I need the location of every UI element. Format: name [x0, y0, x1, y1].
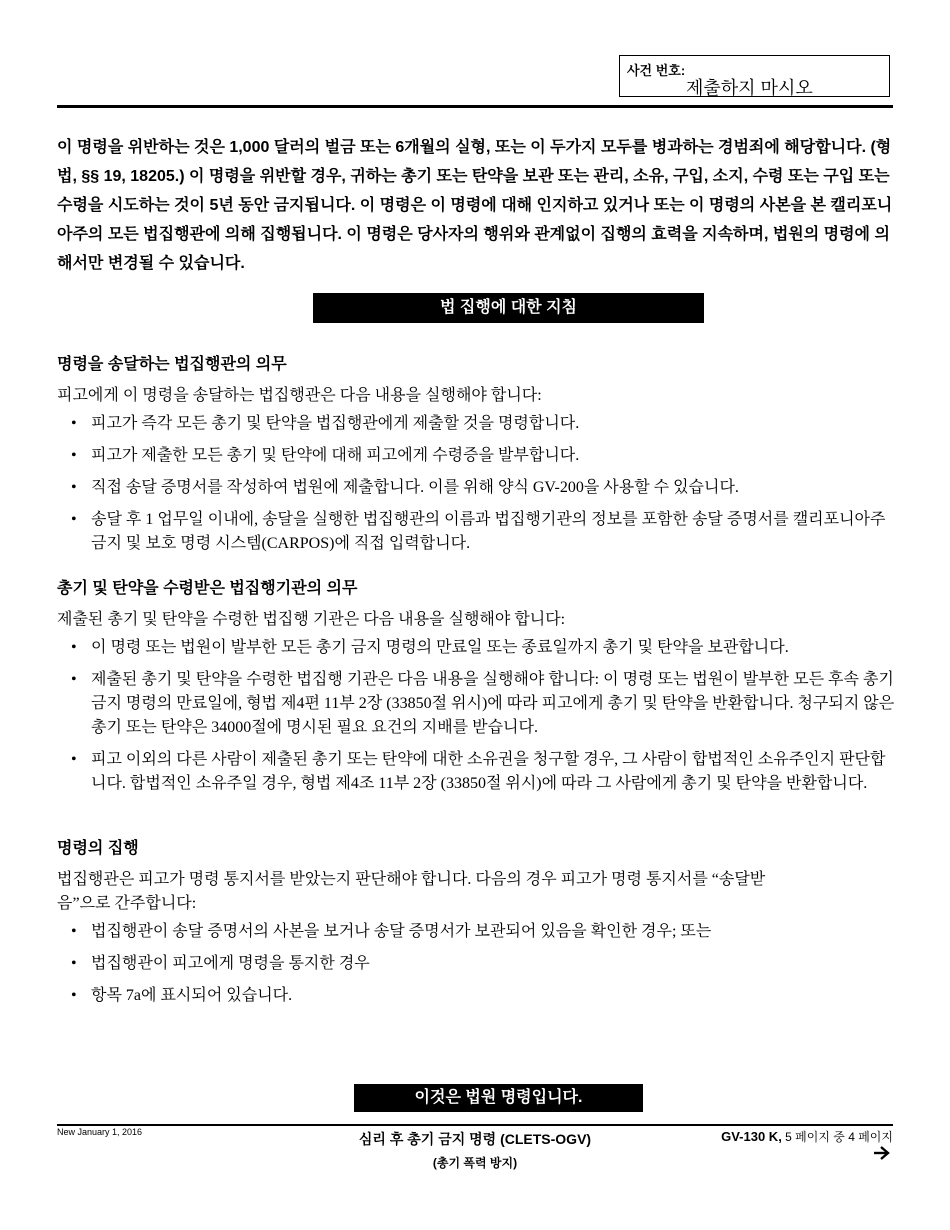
list-item: • 항목 7a에 표시되어 있습니다. [57, 984, 897, 1008]
list-item: • 피고가 즉각 모든 총기 및 탄약을 법집행관에게 제출할 것을 명령합니다. [57, 412, 897, 436]
instructions-banner: 법 집행에 대한 지침 [313, 293, 704, 323]
footer-date: New January 1, 2016 [57, 1127, 143, 1137]
bullet-list [57, 920, 897, 1008]
bullet-list [57, 412, 897, 556]
section-receiving-agency-duties [57, 578, 897, 804]
list-item: • 법집행관이 송달 증명서의 사본을 보거나 송달 증명서가 보관되어 있음을 확인한 경우; 또는 [57, 920, 897, 944]
form-number: GV-130 K, [721, 1129, 782, 1144]
warning-paragraph: 이 명령을 위반하는 것은 1,000 달러의 벌금 또는 6개월의 실형, 또는 이 두가지 모두를 병과하는 경범죄에 해당합니다. (형법, §§ 19, 18205.) 이 명령을 위반할 경우, 귀하는 총기 또는 탄약을 보관 또는 관리, 소유, 구입, 소지, 수령 또는 구입 또는 수령을 시도하는 것이 5년 동안 금지됩니다. 이 명령은 이 명령에 대해 인지하고 있거나 또는 이 명령의 사본을 본 캘리포니아주의 모든 법집행관에 의해 집행됩니다. 이 명령은 당사자의 행위와 관계없이 집행의 효력을 지속하며, 법원의 명령에 의해서만 변경될 수 있습니다. [57, 139, 893, 272]
list-item: • 직접 송달 증명서를 작성하여 법원에 제출합니다. 이를 위해 양식 GV-200을 사용할 수 있습니다. [57, 476, 897, 500]
footer-divider [57, 1124, 893, 1126]
section-intro: 제출된 총기 및 탄약을 수령한 법집행 기관은 다음 내용을 실행해야 합니다: [57, 611, 566, 628]
bullet-icon: • [71, 955, 77, 972]
bullet-icon: • [71, 639, 77, 656]
list-item: • 송달 후 1 업무일 이내에, 송달을 실행한 법집행관의 이름과 법집행기관의 정보를 포함한 송달 증명서를 캘리포니아주 금지 및 보호 명령 시스템(CARPOS)에 직접 입력합니다. [57, 508, 897, 556]
bullet-icon: • [71, 987, 77, 1004]
section-heading: 명령을 송달하는 법집행관의 의무 [57, 356, 287, 373]
page-info: 5 페이지 중 4 페이지 [785, 1130, 893, 1144]
section-heading: 총기 및 탄약을 수령받은 법집행기관의 의무 [57, 580, 358, 597]
footer-subtitle: (총기 폭력 방지) [432, 1156, 518, 1170]
footer-form-info [721, 1128, 893, 1145]
list-item: • 피고가 제출한 모든 총기 및 탄약에 대해 피고에게 수령증을 발부합니다. [57, 444, 897, 468]
section-order-enforcement [57, 838, 897, 1016]
section-intro: 법집행관은 피고가 명령 통지서를 받았는지 판단해야 합니다. 다음의 경우 피고가 명령 통지서를 “송달받음”으로 간주합니다: [57, 871, 766, 912]
arrow-right-icon [872, 1141, 892, 1165]
section-heading: 명령의 집행 [57, 840, 139, 857]
bullet-icon: • [71, 511, 77, 528]
bullet-list [57, 636, 897, 796]
bullet-icon: • [71, 923, 77, 940]
list-item: • 제출된 총기 및 탄약을 수령한 법집행 기관은 다음 내용을 실행해야 합니다: 이 명령 또는 법원이 발부한 모든 후속 총기 금지 명령의 만료일에, 형법 제4편 11부 2장 (33850절 위시)에 따라 피고에게 총기 및 탄약을 반환합니다. 청구되지 않은 총기 또는 탄약은 34000절에 명시된 필요 요건의 지배를 받습니다. [57, 668, 897, 740]
case-number-label: 사건 번호: [627, 63, 686, 78]
bullet-icon: • [71, 415, 77, 432]
bullet-icon: • [71, 671, 77, 688]
list-item: • 피고 이외의 다른 사람이 제출된 총기 또는 탄약에 대한 소유권을 청구할 경우, 그 사람이 합법적인 소유주인지 판단합니다. 합법적인 소유주일 경우, 형법 제4조 11부 2장 (33850절 위시)에 따라 그 사람에게 총기 및 탄약을 반환합니다. [57, 748, 897, 796]
section-serving-officer-duties [57, 354, 897, 564]
court-order-banner: 이것은 법원 명령입니다. [354, 1084, 643, 1112]
footer-title: 심리 후 총기 금지 명령 (CLETS-OGV) [358, 1131, 592, 1147]
list-item: • 법집행관이 피고에게 명령을 통지한 경우 [57, 952, 897, 976]
bullet-icon: • [71, 447, 77, 464]
bullet-icon: • [71, 751, 77, 768]
case-number-value: 제출하지 마시오 [686, 78, 813, 98]
bullet-icon: • [71, 479, 77, 496]
section-intro: 피고에게 이 명령을 송달하는 법집행관은 다음 내용을 실행해야 합니다: [57, 387, 542, 404]
header-divider [57, 105, 893, 108]
list-item: • 이 명령 또는 법원이 발부한 모든 총기 금지 명령의 만료일 또는 종료일까지 총기 및 탄약을 보관합니다. [57, 636, 897, 660]
case-number-box [619, 55, 890, 97]
